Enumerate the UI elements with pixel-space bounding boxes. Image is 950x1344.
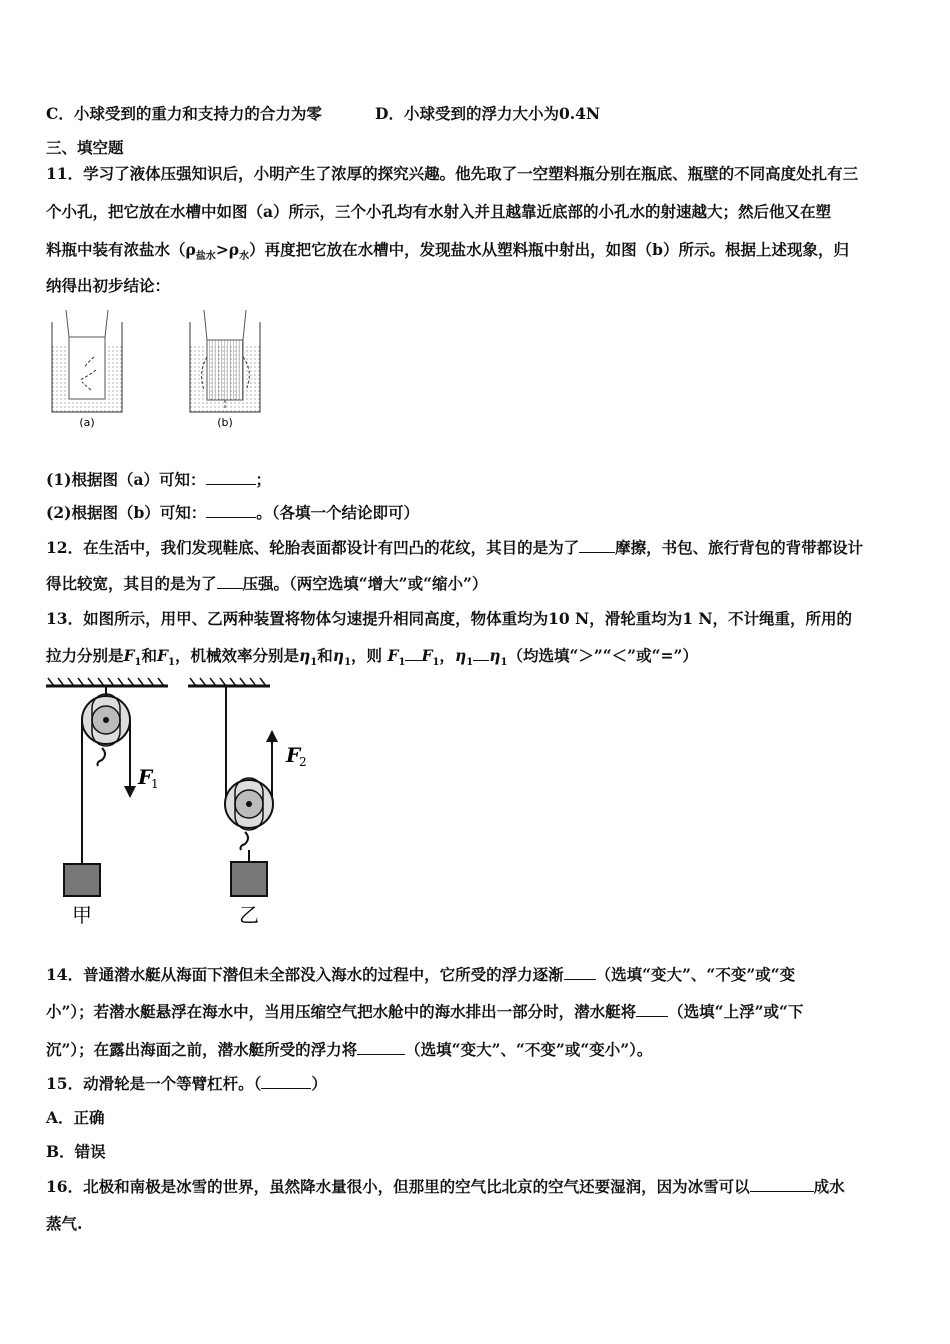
q15-option-a[interactable]: A．正确	[46, 1108, 105, 1127]
fig-b-label: (b)	[217, 416, 233, 429]
force-arrow-f2	[266, 730, 278, 742]
q14-blank2[interactable]	[636, 1002, 668, 1017]
q11-line3-mid: >ρ	[215, 240, 240, 259]
q15-option-b[interactable]: B．错误	[46, 1142, 106, 1161]
force-label-f2-sub: 2	[299, 755, 307, 769]
q14-line1-end: （选填“变大”、“不变”或“变	[595, 965, 796, 984]
q12-line2-end: 压强。（两空选填“增大”或“缩小”）	[242, 574, 488, 593]
q13-f: F	[157, 646, 169, 665]
q13-f: F	[387, 646, 399, 665]
q13-text-a: 拉力分别是	[46, 646, 124, 665]
q13-sub: 1	[398, 657, 406, 669]
q14-line1	[46, 963, 795, 985]
q13-blank1[interactable]	[405, 646, 421, 661]
q11-line3	[46, 238, 849, 262]
q15-text: 15．动滑轮是一个等臂杠杆。（	[46, 1074, 262, 1093]
q12-line2	[46, 572, 487, 594]
q13-sub: 1	[466, 657, 474, 669]
q13-blank2[interactable]	[473, 646, 489, 661]
q11-sub2-text: (2)根据图（b）可知：	[46, 503, 207, 522]
q13-text-c: ，则	[351, 646, 383, 665]
q13-comma: ，	[439, 646, 455, 665]
q13-sub: 1	[134, 657, 142, 669]
q13-text-b: ，机械效率分别是	[175, 646, 300, 665]
bottle-a	[69, 337, 105, 399]
q11-figure-b	[182, 302, 272, 432]
q13-eta: η	[489, 646, 501, 665]
q13-eta: η	[299, 646, 311, 665]
force-arrow-f1	[124, 786, 136, 798]
force-label-f1-sub: 1	[151, 777, 159, 791]
q11-line3-post: ）再度把它放在水槽中，发现盐水从塑料瓶中射出，如图（b）所示。根据上述现象，归	[249, 240, 849, 259]
q13-text-d: （均选填“＞”“＜”或“=”）	[507, 646, 698, 665]
q13-sub: 1	[344, 657, 352, 669]
q16-line1	[46, 1175, 845, 1197]
q13-sub: 1	[310, 657, 318, 669]
q11-sub2-end: 。（各填一个结论即可）	[256, 503, 420, 522]
fig-label-jia: 甲	[72, 903, 92, 926]
force-label-f2: F	[286, 743, 301, 767]
q13-sub: 1	[432, 657, 440, 669]
q12-line2-text: 得比较宽，其目的是为了	[46, 574, 217, 593]
q14-line3	[46, 1038, 652, 1060]
q16-line2: 蒸气.	[46, 1214, 83, 1233]
q14-line3-end: （选填“变大”、“不变”或“变小”）。	[405, 1040, 653, 1059]
q12-line1	[46, 536, 863, 558]
q16-line1-text: 16．北极和南极是冰雪的世界，虽然降水量很小，但那里的空气比北京的空气还要湿润，因为冰雪可以	[46, 1177, 750, 1196]
fig-label-yi: 乙	[239, 903, 259, 926]
q13-f: F	[421, 646, 433, 665]
q14-line1-text: 14．普通潜水艇从海面下潜但未全部没入海水的过程中，它所受的浮力逐渐	[46, 965, 564, 984]
q11-rho-water-sub: 水	[239, 251, 250, 263]
q13-line1: 13．如图所示，用甲、乙两种装置将物体匀速提升相同高度，物体重均为10 N，滑轮重均为1 N，不计绳重，所用的	[46, 609, 853, 628]
q14-line2-end: （选填“上浮”或“下	[668, 1002, 804, 1021]
q11-figure-a	[44, 302, 134, 432]
q13-line2	[46, 644, 698, 668]
q13-sub: 1	[500, 657, 508, 669]
q13-figure-jia	[44, 676, 174, 926]
q11-line4: 纳得出初步结论：	[46, 276, 171, 295]
weight-yi	[231, 862, 267, 896]
fig-a-label: (a)	[79, 416, 95, 429]
q11-sub1-blank[interactable]	[206, 470, 256, 485]
q11-rho-saltwater-sub: 盐水	[195, 251, 216, 263]
q12-line1-end: 摩擦，书包、旅行背包的背带都设计	[615, 538, 864, 557]
q12-blank2[interactable]	[217, 574, 243, 589]
force-label-f1: F	[138, 765, 153, 789]
q13-eta: η	[454, 646, 467, 665]
q11-sub1-text: (1)根据图（a）可知：	[46, 470, 206, 489]
section-title: 三、填空题	[46, 138, 124, 157]
q13-figure-yi	[186, 676, 326, 926]
bottle-b	[207, 340, 243, 400]
q11-sub2	[46, 501, 419, 523]
q14-line3-text: 沉”）；在露出海面之前，潜水艇所受的浮力将	[46, 1040, 358, 1059]
q14-blank1[interactable]	[564, 965, 596, 980]
q11-line3-pre: 料瓶中装有浓盐水（ρ	[46, 240, 196, 259]
q11-sub2-blank[interactable]	[206, 503, 256, 518]
q13-and: 和	[317, 646, 333, 665]
q13-eta: η	[332, 646, 345, 665]
q11-line1: 11．学习了液体压强知识后，小明产生了浓厚的探究兴趣。他先取了一空塑料瓶分别在瓶底、瓶壁的不同高度处扎有三	[46, 164, 859, 183]
q10-option-d: D．小球受到的浮力大小为0.4N	[375, 104, 601, 123]
q13-sub: 1	[168, 657, 175, 669]
q12-blank1[interactable]	[579, 538, 615, 553]
q13-and: 和	[141, 646, 158, 665]
q15-question	[46, 1072, 327, 1094]
q15-blank[interactable]	[261, 1074, 311, 1089]
q14-line2	[46, 1000, 803, 1022]
q13-f: F	[123, 646, 135, 665]
q12-line1-text: 12．在生活中，我们发现鞋底、轮胎表面都设计有凹凸的花纹，其目的是为了	[46, 538, 580, 557]
q10-option-c: C．小球受到的重力和支持力的合力为零	[46, 104, 322, 123]
q11-line2: 个小孔，把它放在水槽中如图（a）所示，三个小孔均有水射入并且越靠近底部的小孔水的射速越大；然后他又在塑	[46, 202, 832, 221]
q16-line1-end: 成水	[813, 1177, 845, 1196]
q11-sub1-end: ；	[255, 470, 272, 489]
q16-blank[interactable]	[750, 1177, 814, 1192]
weight-jia	[64, 864, 100, 896]
q14-line2-text: 小”）；若潜水艇悬浮在海水中，当用压缩空气把水舱中的海水排出一部分时，潜水艇将	[46, 1002, 637, 1021]
q15-end: ）	[311, 1074, 327, 1093]
q11-sub1	[46, 468, 271, 490]
q14-blank3[interactable]	[357, 1040, 405, 1055]
